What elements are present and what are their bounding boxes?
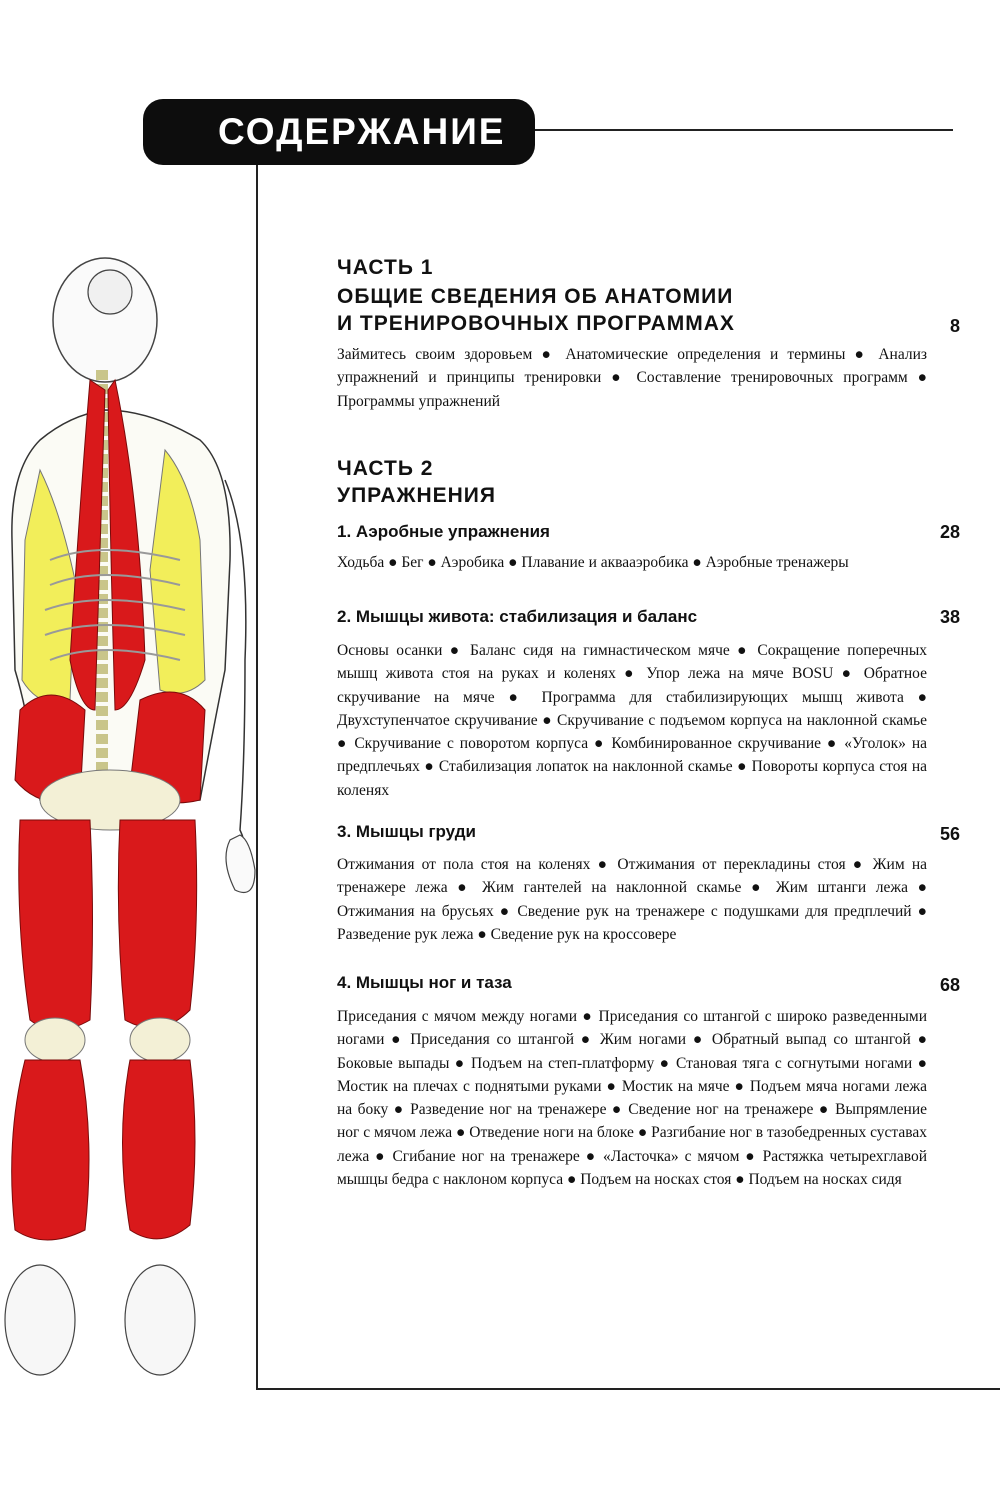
contents-title-badge bbox=[143, 99, 535, 165]
section-1-page-number: 28 bbox=[939, 522, 960, 542]
section-4-title: 4. Мышцы ног и таза bbox=[337, 973, 512, 992]
part1-title-line1: ОБЩИЕ СВЕДЕНИЯ ОБ АНАТОМИИ bbox=[337, 285, 734, 308]
part2-label: ЧАСТЬ 2 bbox=[337, 457, 434, 480]
section-2-description: Основы осанки ● Баланс сидя на гимнастическом мяче ● Сокращение поперечных мышц живота стоя на руках и коленях ● Упор лежа на мяче BOSU ● Обратное скручивание на мяче ● Программа для стабилизирующих мышц живота ● Двухступенчатое скручивание ● Скручивание с подъемом корпуса на наклонной скамье ● Скручивание с поворотом корпуса ● Комбинированное скручивание ● «Уголок» на предплечьях ● Стабилизация лопаток на наклонной скамье ● Повороты корпуса стоя на коленях bbox=[337, 642, 927, 799]
section-2-title: 2. Мышцы живота: стабилизация и баланс bbox=[337, 607, 698, 626]
section-1-description: Ходьба ● Бег ● Аэробика ● Плавание и аквааэробика ● Аэробные тренажеры bbox=[337, 554, 849, 571]
section-3-description: Отжимания от пола стоя на коленях ● Отжимания от перекладины стоя ● Жим на тренажере лежа ● Жим гантелей на наклонной скамье ● Жим штанги лежа ● Отжимания на брусьях ● Сведение рук на тренажере с подушками для предплечий ● Разведение рук лежа ● Сведение рук на кроссовере bbox=[337, 856, 927, 943]
part1-title-line2: И ТРЕНИРОВОЧНЫХ ПРОГРАММАХ bbox=[337, 312, 735, 335]
section-3-page-number: 56 bbox=[939, 824, 960, 844]
part2-title: УПРАЖНЕНИЯ bbox=[337, 484, 496, 507]
left-rule bbox=[256, 165, 258, 1390]
anatomy-illustration bbox=[0, 240, 265, 1410]
part1-description: Займитесь своим здоровьем ● Анатомические определения и термины ● Анализ упражнений и принципы тренировки ● Составление тренировочных программ ● Программы упражнений bbox=[337, 346, 927, 410]
part1-label: ЧАСТЬ 1 bbox=[337, 256, 434, 279]
part1-page-number: 8 bbox=[949, 316, 960, 336]
section-2-page-number: 38 bbox=[939, 607, 960, 627]
section-4-description: Приседания с мячом между ногами ● Приседания со штангой с широко разведенными ногами ● Приседания со штангой ● Жим ногами ● Обратный выпад со штангой ● Боковые выпады ● Подъем на степ-платформу ● Становая тяга с согнутыми ногами ● Мостик на плечах с поднятыми руками ● Мостик на мяче ● Подъем мяча ногами лежа на боку ● Разведение ног на тренажере ● Сведение ног на тренажере ● Выпрямление ног с мячом лежа ● Отведение ноги на блоке ● Разгибание ног в тазобедренных суставах лежа ● Сгибание ног на тренажере ● «Ласточка» с мячом ● Растяжка четырехглавой мышцы бедра с наклоном корпуса ● Подъем на носках стоя ● Подъем на носках сидя bbox=[337, 1008, 927, 1189]
section-4-page-number: 68 bbox=[939, 975, 960, 995]
section-3-title: 3. Мышцы груди bbox=[337, 822, 476, 841]
top-rule bbox=[535, 129, 953, 131]
section-1-title: 1. Аэробные упражнения bbox=[337, 522, 550, 541]
contents-title: СОДЕРЖАНИЕ bbox=[218, 111, 506, 152]
bottom-rule bbox=[256, 1388, 1000, 1390]
